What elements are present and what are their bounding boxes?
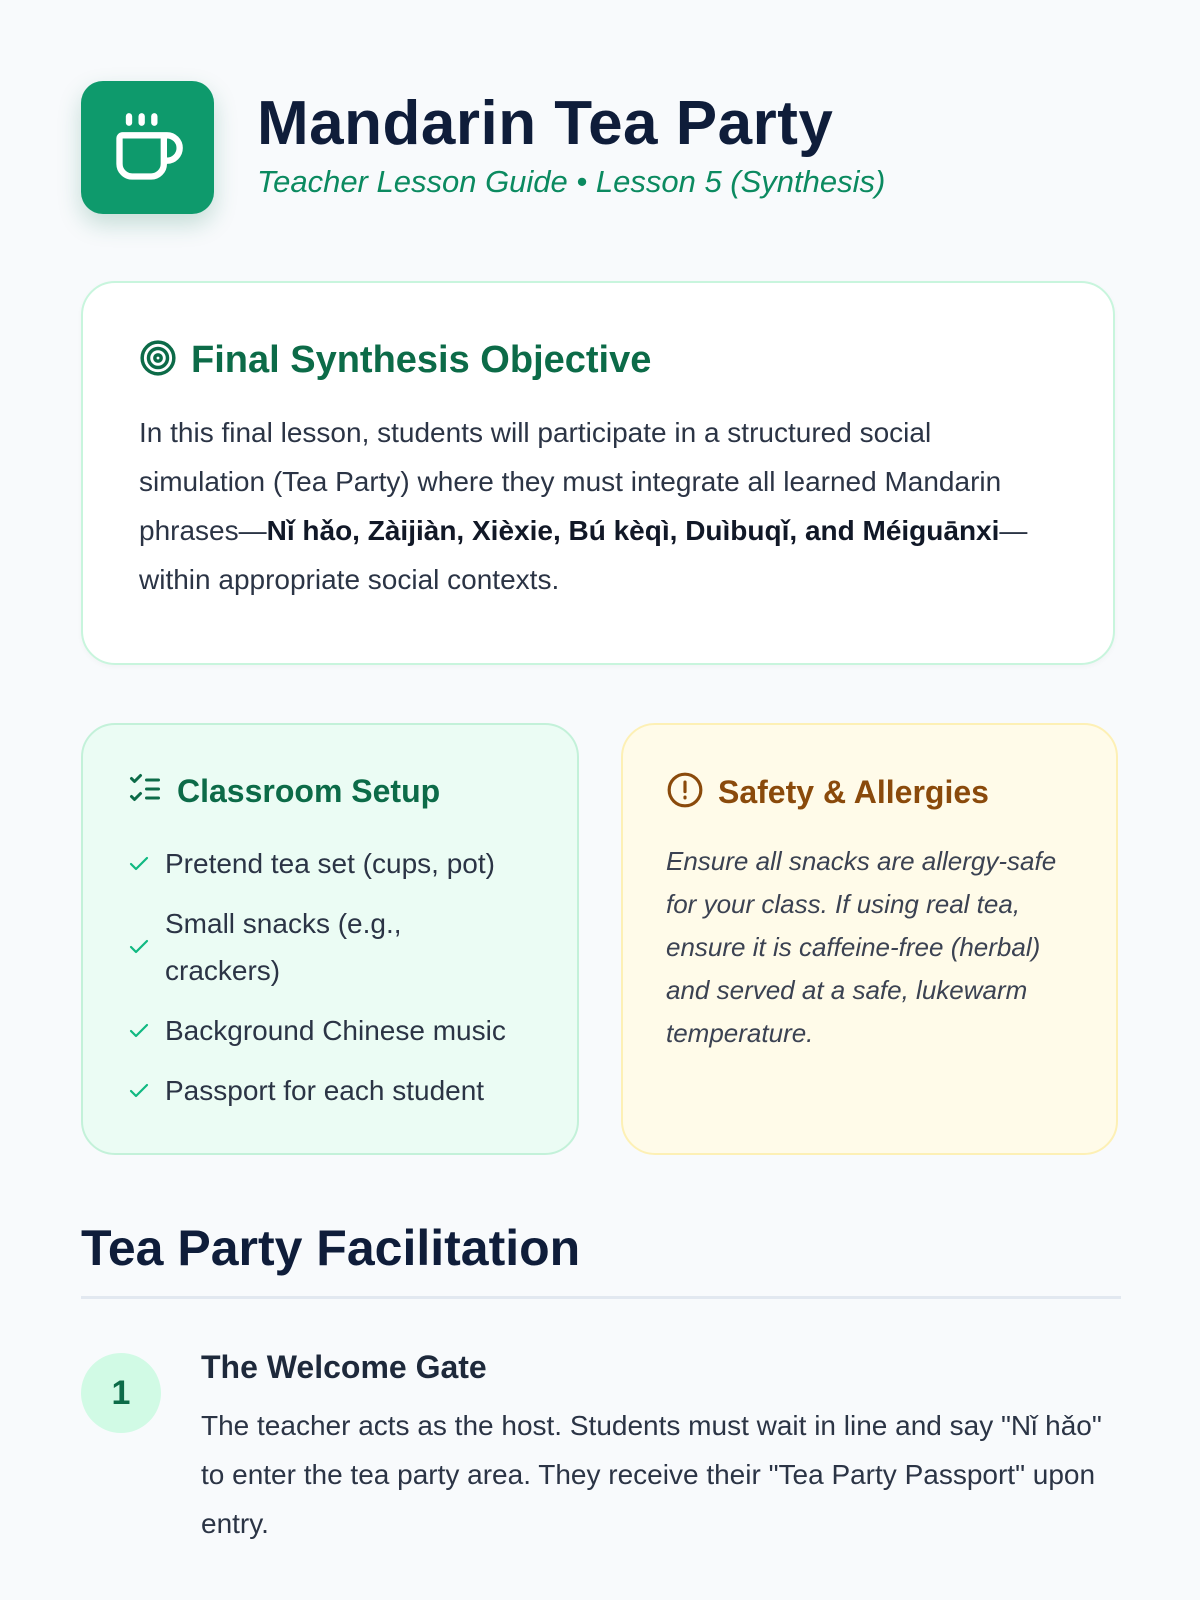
step-number-badge: 1	[81, 1353, 161, 1433]
objective-phrases: Nǐ hǎo, Zàijiàn, Xièxie, Bú kèqì, Duìbuqǐ, and Méiguānxi	[266, 515, 1000, 546]
check-icon	[127, 1019, 155, 1043]
objective-text-intro: In this final lesson, students will participate in a structured social simulation (Tea Party) where they must integrate all learned Mandarin phrases—	[139, 417, 1002, 546]
target-icon	[139, 339, 177, 382]
step-title: The Welcome Gate	[201, 1349, 487, 1385]
check-icon	[127, 852, 155, 876]
page-header	[81, 81, 885, 214]
section-divider	[81, 1296, 1121, 1299]
list-item	[127, 1007, 537, 1054]
setup-item-text: Pretend tea set (cups, pot)	[165, 848, 495, 879]
setup-heading-text: Classroom Setup	[177, 773, 441, 809]
step-description: The teacher acts as the host. Students must wait in line and say "Nǐ hǎo" to enter the tea party area. They receive their "Tea Party Passport" upon entry.	[201, 1410, 1102, 1539]
objective-card	[81, 281, 1115, 665]
setup-item-text: Background Chinese music	[165, 1015, 506, 1046]
page-subtitle: Teacher Lesson Guide • Lesson 5 (Synthesis)	[257, 163, 886, 199]
setup-item-text: Small snacks (e.g., crackers)	[165, 908, 402, 986]
classroom-setup-card	[81, 723, 579, 1155]
objective-text	[139, 408, 1057, 604]
objective-text-outro: —within appropriate social contexts.	[139, 515, 1028, 595]
setup-item-text: Passport for each student	[165, 1075, 485, 1106]
check-icon	[127, 1079, 155, 1103]
checklist-icon	[127, 771, 163, 812]
list-item	[127, 1067, 537, 1114]
safety-text: Ensure all snacks are allergy-safe for your class. If using real tea, ensure it is caffeine-free (herbal) and served at a safe, lukewarm temperature.	[666, 846, 1057, 1048]
setup-checklist	[127, 840, 537, 1114]
alert-circle-icon	[666, 771, 704, 814]
objective-heading	[139, 339, 1057, 382]
safety-heading	[666, 771, 1076, 814]
page-title: Mandarin Tea Party	[257, 88, 834, 158]
safety-card	[621, 723, 1118, 1155]
header-text	[257, 88, 885, 202]
objective-heading-text: Final Synthesis Objective	[191, 339, 652, 381]
step-content	[201, 1349, 1121, 1548]
list-item	[127, 840, 537, 887]
tea-cup-icon	[81, 81, 214, 214]
list-item	[127, 900, 537, 994]
safety-heading-text: Safety & Allergies	[718, 774, 989, 810]
check-icon	[127, 935, 155, 959]
setup-heading	[127, 771, 537, 812]
section-title: Tea Party Facilitation	[81, 1220, 581, 1276]
